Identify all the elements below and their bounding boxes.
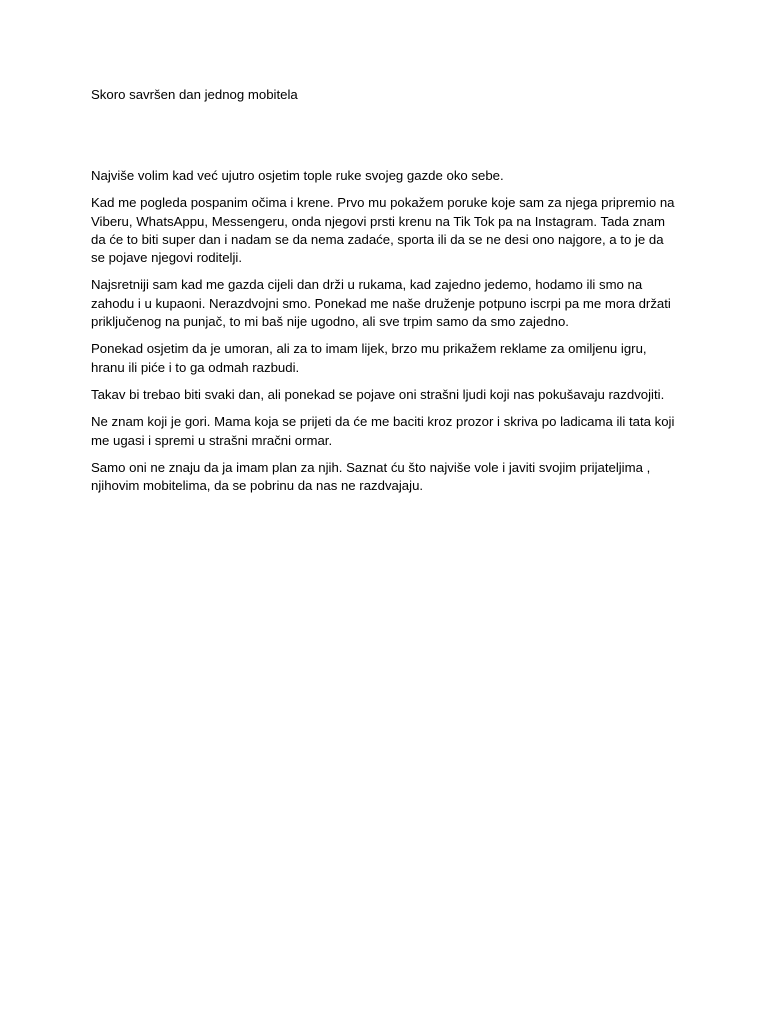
paragraph: Ne znam koji je gori. Mama koja se prijeti da će me baciti kroz prozor i skriva po ladicama ili tata koji me ugasi i spremi u strašni mračni ormar. [91,414,675,448]
paragraph: Najsretniji sam kad me gazda cijeli dan drži u rukama, kad zajedno jedemo, hodamo ili smo na zahodu i u kupaoni. Nerazdvojni smo. Ponekad me naše druženje potpuno iscrpi pa me mora držati priključenog na punjač, to mi baš nije ugodno, ali sve trpim samo da smo zajedno. [91,277,671,330]
paragraph: Kad me pogleda pospanim očima i krene. Prvo mu pokažem poruke koje sam za njega pripremio na Viberu, WhatsAppu, Messengeru, onda njegovi prsti krenu na Tik Tok pa na Instagram. Tada znam da će to biti super dan i nadam se da nema zadaće, sporta ili da se ne desi ono najgore, a to je da se pojave njegovi roditelji. [91,195,675,266]
paragraph: Takav bi trebao biti svaki dan, ali ponekad se pojave oni strašni ljudi koji nas pokušavaju razdvojiti. [91,386,665,402]
paragraph: Ponekad osjetim da je umoran, ali za to imam lijek, brzo mu prikažem reklame za omiljenu igru, hranu ili piće i to ga odmah razbudi. [91,341,647,375]
document-title: Skoro savršen dan jednog mobitela [91,87,298,102]
paragraph: Najviše volim kad već ujutro osjetim tople ruke svojeg gazde oko sebe. [91,168,504,183]
document-body [91,167,681,504]
paragraph: Samo oni ne znaju da ja imam plan za njih. Saznat ću što najviše vole i javiti svojim prijateljima , njihovim mobitelima, da se pobrinu da nas ne razdvajaju. [91,459,651,494]
